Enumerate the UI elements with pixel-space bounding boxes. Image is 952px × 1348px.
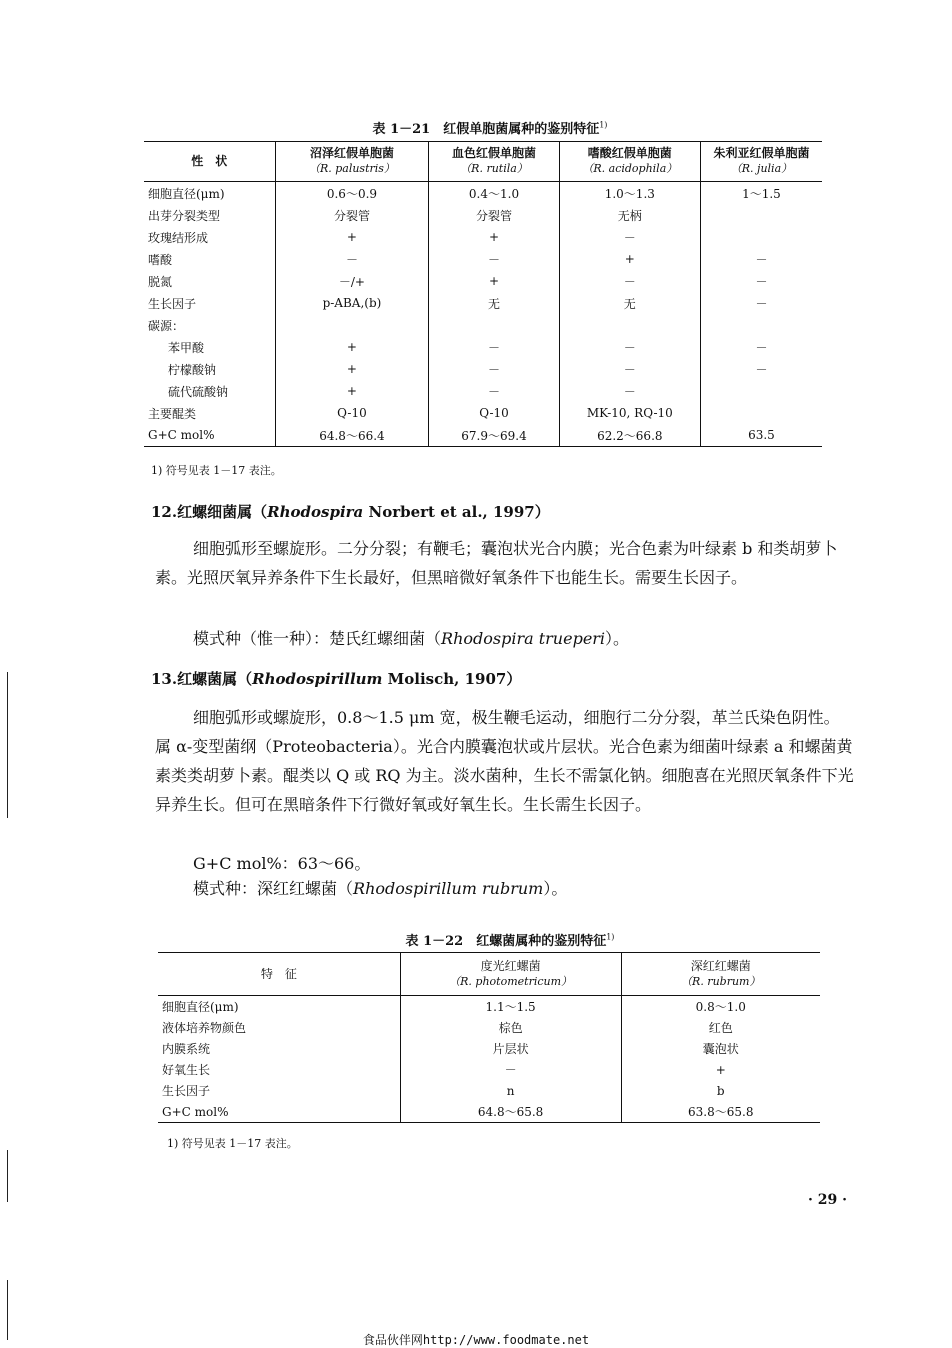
table1-caption: 表 1－21 红假单胞菌属种的鉴别特征$^{1)}$: [372, 120, 608, 137]
table-cell: －: [429, 358, 559, 380]
table-cell: －: [559, 270, 700, 292]
table-cell: －: [559, 336, 700, 358]
table-cell: Q-10: [429, 402, 559, 424]
table1-header-row: [144, 142, 822, 182]
table-cell: 64.8～66.4: [275, 424, 429, 447]
table-cell: 分裂管: [275, 204, 429, 226]
header-latin: （R. rutila）: [460, 162, 528, 175]
table-cell: b: [621, 1080, 820, 1101]
table-cell: 64.8～65.8: [400, 1101, 621, 1123]
table-cell: [700, 314, 822, 336]
table-cell: －: [700, 248, 822, 270]
row-label: 主要醌类: [148, 406, 197, 421]
table-cell: －: [275, 248, 429, 270]
table-cell: 无: [429, 292, 559, 314]
table-cell: －: [700, 336, 822, 358]
row-label: 碳源：: [148, 318, 185, 333]
table-cell: +: [429, 270, 559, 292]
row-label: 细胞直径(μm): [162, 1000, 239, 1014]
table-row: [144, 182, 822, 205]
table-cell: 0.8～1.0: [621, 996, 820, 1018]
table-cell: 63.5: [700, 424, 822, 447]
table-row: [158, 996, 820, 1018]
table-cell: p-ABA,(b): [275, 292, 429, 314]
table-header-cell: [275, 142, 429, 182]
table-row: [144, 292, 822, 314]
scan-edge-line: [7, 1150, 8, 1202]
table-cell: 红色: [621, 1017, 820, 1038]
header-cn: 深红红螺菌: [690, 959, 751, 973]
table-header-cell: [400, 953, 621, 996]
table-row: [158, 1101, 820, 1123]
table-header-cell: [144, 142, 275, 182]
table-cell: 无柄: [559, 204, 700, 226]
table-cell: [275, 314, 429, 336]
table-cell: n: [400, 1080, 621, 1101]
table-cell: [700, 402, 822, 424]
row-label: 玫瑰结形成: [148, 230, 209, 245]
row-label: 苯甲酸: [168, 340, 205, 355]
header-cn: 沼泽红假单胞菌: [309, 146, 394, 160]
row-label: G+C mol%: [162, 1104, 229, 1119]
header-cn: 性 状: [191, 154, 228, 168]
header-cn: 特 征: [260, 967, 297, 981]
table-cell: +: [275, 226, 429, 248]
row-label: 生长因子: [148, 296, 197, 311]
table-cell: －: [400, 1059, 621, 1080]
section12-paragraph: 细胞弧形至螺旋形。二分分裂；有鞭毛；囊泡状光合内膜；光合色素为叶绿素 b 和类胡萝卜素。光照厌氧异养条件下生长最好，但黑暗微好氧条件下也能生长。需要生长因子。: [155, 539, 838, 587]
row-label: 硫代硫酸钠: [168, 384, 229, 399]
table-cell: +: [559, 248, 700, 270]
table-row: [158, 1017, 820, 1038]
table2-header-row: [158, 953, 820, 996]
row-label: 嗜酸: [148, 252, 173, 267]
table-header-cell: [158, 953, 400, 996]
table-cell: －: [429, 380, 559, 402]
table-cell: －: [700, 292, 822, 314]
section13-gc-content: G+C mol%：63～66。: [193, 854, 371, 873]
table-cell: －: [559, 380, 700, 402]
table-row: [144, 226, 822, 248]
table-cell: －: [559, 358, 700, 380]
header-latin: （R. rubrum）: [681, 975, 761, 988]
table-row: [158, 1038, 820, 1059]
table-cell: 62.2～66.8: [559, 424, 700, 447]
section12-type-species: 模式种（惟一种）：楚氏红螺细菌（Rhodospira trueperi）。: [193, 629, 630, 648]
table-cell: 0.6～0.9: [275, 182, 429, 205]
table-header-cell: [559, 142, 700, 182]
table-cell: +: [275, 336, 429, 358]
table-cell: [700, 204, 822, 226]
section12-heading: 12.红螺细菌属（Rhodospira Norbert et al., 1997）: [151, 503, 550, 521]
table-cell: MK-10, RQ-10: [559, 402, 700, 424]
table1: [144, 141, 822, 447]
footer-watermark: 食品伙伴网http://www.foodmate.net: [362, 1333, 590, 1347]
row-label: 好氧生长: [162, 1063, 211, 1077]
table-cell: 囊泡状: [621, 1038, 820, 1059]
section13-type-species: 模式种：深红红螺菌（Rhodospirillum rubrum）。: [193, 879, 568, 898]
row-label: 脱氮: [148, 274, 173, 289]
table-cell: 1.1～1.5: [400, 996, 621, 1018]
table-cell: －: [429, 248, 559, 270]
table-cell: 片层状: [400, 1038, 621, 1059]
table-cell: －/+: [275, 270, 429, 292]
header-latin: （R. acidophila）: [582, 162, 678, 175]
table-header-cell: [429, 142, 559, 182]
table2-caption: 表 1－22 红螺菌属种的鉴别特征$^{1)}$: [405, 932, 615, 949]
page-number: · 29 ·: [808, 1192, 847, 1208]
row-label: 内膜系统: [162, 1042, 211, 1056]
table-cell: +: [275, 380, 429, 402]
table-cell: [700, 380, 822, 402]
row-label: 柠檬酸钠: [168, 362, 217, 377]
header-latin: （R. photometricum）: [449, 975, 573, 988]
table2-footnote: 1) 符号见表 1－17 表注。: [167, 1137, 298, 1150]
table-cell: [559, 314, 700, 336]
table-row: [144, 314, 822, 336]
header-latin: （R. julia）: [730, 162, 793, 175]
table-row: [144, 204, 822, 226]
table-row: [144, 358, 822, 380]
table2: [158, 952, 820, 1123]
table-cell: [429, 314, 559, 336]
table-row: [158, 1080, 820, 1101]
header-cn: 血色红假单胞菌: [451, 146, 536, 160]
table-cell: －: [559, 226, 700, 248]
table-cell: 棕色: [400, 1017, 621, 1038]
section13-paragraph: 细胞弧形或螺旋形，0.8～1.5 μm 宽，极生鞭毛运动，细胞行二分分裂，革兰氏染色阴性。属 α-变型菌纲（Proteobacteria）。光合内膜囊泡状或片层状。光合色素为细菌叶绿素 a 和螺菌黄素类类胡萝卜素。醌类以 Q 或 RQ 为主。淡水菌种，生长不需氯化钠。细胞喜在光照厌氧条件下光异养生长。但可在黑暗条件下行微好氧或好氧生长。生长需生长因子。: [155, 708, 854, 814]
table-row: [144, 402, 822, 424]
table-header-cell: [621, 953, 820, 996]
table-cell: 0.4～1.0: [429, 182, 559, 205]
table-row: [144, 248, 822, 270]
table-cell: Q-10: [275, 402, 429, 424]
table-cell: 1～1.5: [700, 182, 822, 205]
table-cell: 67.9～69.4: [429, 424, 559, 447]
section13-heading: 13.红螺菌属（Rhodospirillum Molisch, 1907）: [151, 670, 522, 688]
table-row: [144, 336, 822, 358]
table-row: [144, 380, 822, 402]
table-cell: 1.0～1.3: [559, 182, 700, 205]
table-cell: －: [700, 358, 822, 380]
scan-edge-line: [7, 672, 8, 818]
table-cell: 63.8～65.8: [621, 1101, 820, 1123]
header-latin: （R. palustris）: [308, 162, 395, 175]
header-cn: 度光红螺菌: [480, 959, 541, 973]
table-header-cell: [700, 142, 822, 182]
header-cn: 嗜酸红假单胞菌: [587, 146, 672, 160]
row-label: 出芽分裂类型: [148, 208, 221, 223]
table-row: [158, 1059, 820, 1080]
row-label: 细胞直径(μm): [148, 186, 225, 201]
table-cell: 无: [559, 292, 700, 314]
table-cell: 分裂管: [429, 204, 559, 226]
table-cell: +: [429, 226, 559, 248]
table1-footnote: 1) 符号见表 1－17 表注。: [151, 464, 282, 477]
table-row: [144, 270, 822, 292]
row-label: G+C mol%: [148, 428, 215, 442]
header-cn: 朱利亚红假单胞菌: [713, 146, 810, 160]
table-cell: +: [621, 1059, 820, 1080]
table-cell: －: [700, 270, 822, 292]
table-row: [144, 424, 822, 447]
table-cell: +: [275, 358, 429, 380]
row-label: 生长因子: [162, 1084, 211, 1098]
row-label: 液体培养物颜色: [162, 1021, 247, 1035]
table-cell: [700, 226, 822, 248]
table-cell: －: [429, 336, 559, 358]
